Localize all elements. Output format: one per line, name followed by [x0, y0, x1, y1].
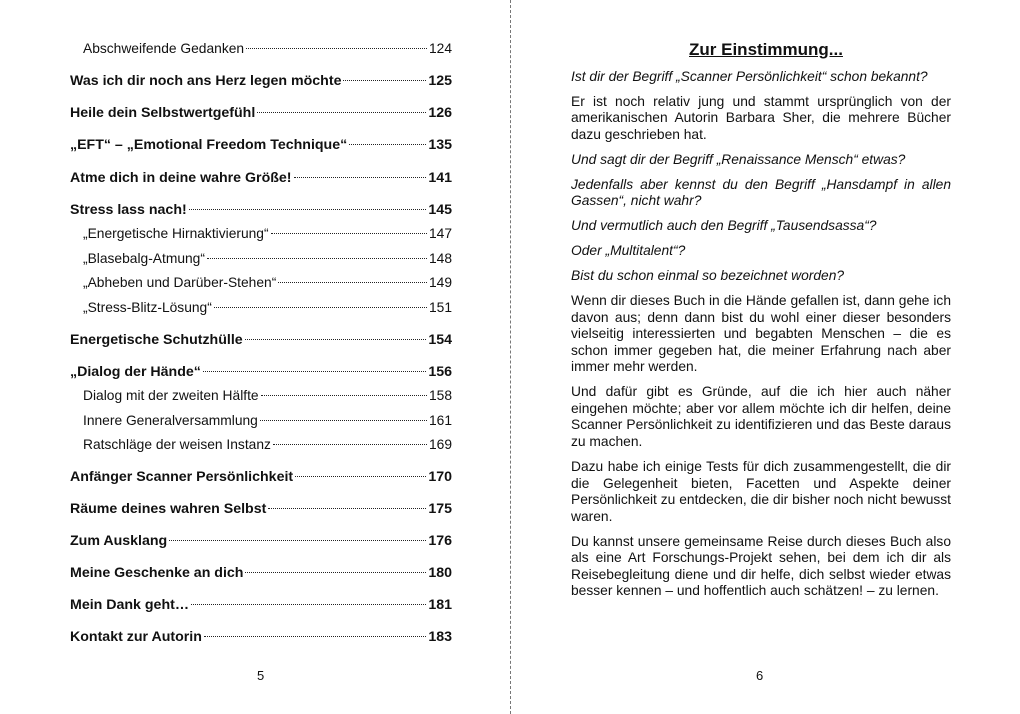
toc-leader-dots: [245, 339, 427, 340]
toc-leader-dots: [257, 112, 426, 113]
paragraph: Und dafür gibt es Gründe, auf die ich hier auch näher eingehen möchte; aber vor allem möchte ich dir helfen, deine Scanner Persönlichkeit zu identifizieren und das Beste daraus zu machen.: [571, 384, 951, 450]
toc-entry-title: Meine Geschenke an dich: [70, 565, 244, 581]
paragraph: Du kannst unsere gemeinsame Reise durch dieses Buch also als eine Art Forschungs-Projekt sehen, bei dem ich dir als Reisebegleitung diene und dir helfe, dich selbst wieder etwas besser kennen – und hoffentlich auch schätzen! – zu lernen.: [571, 533, 951, 599]
toc-leader-dots: [191, 604, 426, 605]
toc-entry-title: „Abheben und Darüber-Stehen“: [83, 275, 277, 290]
toc-entry-page: 124: [428, 41, 452, 56]
paragraph: Er ist noch relativ jung und stammt ursprünglich von der amerikanischen Autorin Barbara Sher, die mehrere Bücher dazu geschrieben hat.: [571, 93, 951, 143]
toc-entry-title: Energetische Schutzhülle: [70, 332, 243, 348]
toc-entry: [70, 532, 452, 550]
toc-entry: [70, 225, 452, 243]
toc-leader-dots: [349, 144, 426, 145]
toc-entry-title: „Energetische Hirnaktivierung“: [83, 226, 269, 241]
toc-leader-dots: [268, 508, 426, 509]
toc-leader-dots: [204, 636, 426, 637]
toc-entry-title: „EFT“ – „Emotional Freedom Technique“: [70, 137, 348, 153]
toc-entry-page: 145: [428, 202, 452, 218]
toc-entry-page: 175: [428, 501, 452, 517]
toc-entry-page: 147: [428, 226, 452, 241]
paragraph: Ist dir der Begriff „Scanner Persönlichkeit“ schon bekannt?: [571, 69, 928, 84]
toc-entry: [70, 363, 452, 381]
toc-entry-title: Ratschläge der weisen Instanz: [83, 437, 271, 452]
toc-leader-dots: [295, 476, 426, 477]
toc-entry-page: 181: [428, 597, 452, 613]
toc-leader-dots: [343, 80, 426, 81]
toc-leader-dots: [271, 233, 427, 234]
toc-entry-page: 170: [428, 469, 452, 485]
toc-leader-dots: [260, 420, 427, 421]
toc-entry-title: Was ich dir noch ans Herz legen möchte: [70, 73, 342, 89]
paragraph: Und sagt dir der Begriff „Renaissance Mensch“ etwas?: [571, 151, 906, 167]
paragraph: Dazu habe ich einige Tests für dich zusammengestellt, die dir die Gelegenheit bieten, Facetten und Aspekte deiner Persönlichkeit zu entdecken, die dir bisher noch nicht bewusst waren.: [571, 458, 951, 524]
toc-entry-page: 180: [428, 565, 452, 581]
toc-entry-title: „Blasebalg-Atmung“: [83, 251, 205, 266]
toc-entry-title: Anfänger Scanner Persönlichkeit: [70, 469, 294, 485]
toc-entry-page: 183: [428, 629, 452, 645]
toc-entry-title: Innere Generalversammlung: [83, 413, 258, 428]
toc-entry-title: Mein Dank geht…: [70, 597, 190, 613]
paragraph: Wenn dir dieses Buch in die Hände gefallen ist, dann gehe ich davon aus; denn dann bist du wohl einer dieser besonders vielseitig interessierten und begabten Menschen – die es schon immer gegeben hat, die meiner Erfahrung nach aber immer mehr werden.: [571, 293, 951, 375]
page-number-left: 5: [257, 668, 265, 683]
toc-entry-title: Zum Ausklang: [70, 533, 168, 549]
toc-leader-dots: [189, 209, 427, 210]
toc-entry: [70, 250, 452, 268]
toc-entry: [70, 331, 452, 349]
toc-entry: [70, 628, 452, 646]
toc-entry-title: Atme dich in deine wahre Größe!: [70, 170, 292, 186]
toc-entry: [70, 201, 452, 219]
toc-leader-dots: [245, 572, 426, 573]
toc-leader-dots: [261, 395, 427, 396]
toc-leader-dots: [246, 48, 427, 49]
right-page: [512, 0, 1020, 714]
chapter-title: Zur Einstimmung...: [689, 40, 843, 59]
toc-entry-page: 158: [428, 388, 452, 403]
page-number-right: 6: [756, 668, 764, 683]
toc-entry-page: 126: [428, 105, 452, 121]
paragraph: Oder „Multitalent“?: [571, 243, 686, 259]
toc-entry-title: Dialog mit der zweiten Hälfte: [83, 388, 259, 403]
paragraph: Jedenfalls aber kennst du den Begriff „Hansdampf in allen Gassen“, nicht wahr?: [571, 176, 951, 209]
toc-entry: [70, 136, 452, 154]
toc-entry: [70, 387, 452, 405]
toc-entry: [70, 169, 452, 187]
toc-entry-title: Stress lass nach!: [70, 202, 187, 218]
toc-entry-page: 161: [428, 413, 452, 428]
paragraph: Und vermutlich auch den Begriff „Tausendsassa“?: [571, 218, 877, 234]
toc-entry: [70, 299, 452, 317]
toc-entry-page: 141: [428, 170, 452, 186]
toc-entry-title: Kontakt zur Autorin: [70, 629, 202, 645]
toc-leader-dots: [169, 540, 426, 541]
toc-entry-title: „Stress-Blitz-Lösung“: [83, 300, 212, 315]
toc-entry: [70, 436, 452, 454]
toc-entry-page: 125: [428, 73, 452, 89]
toc-entry: [70, 40, 452, 58]
toc-entry-page: 149: [428, 275, 452, 290]
toc-entry: [70, 72, 452, 90]
toc-leader-dots: [273, 444, 427, 445]
toc-entry-page: 154: [428, 332, 452, 348]
toc-entry-title: Abschweifende Gedanken: [83, 41, 245, 56]
toc-entry-title: Räume deines wahren Selbst: [70, 501, 267, 517]
toc-entry-title: „Dialog der Hände“: [70, 364, 201, 380]
toc-entry-page: 151: [428, 300, 452, 315]
toc-entry-page: 176: [428, 533, 452, 549]
toc-entry-page: 156: [428, 364, 452, 380]
toc-leader-dots: [294, 177, 427, 178]
toc-entry: [70, 412, 452, 430]
toc-entry: [70, 104, 452, 122]
toc-entry-title: Heile dein Selbstwertgefühl: [70, 105, 256, 121]
toc-entry-page: 148: [428, 251, 452, 266]
toc-entry-page: 135: [428, 137, 452, 153]
toc-entry: [70, 274, 452, 292]
toc-entry: [70, 564, 452, 582]
toc-entry: [70, 500, 452, 518]
chapter-body: [571, 69, 951, 608]
toc-entry: [70, 468, 452, 486]
page-divider: [510, 0, 511, 714]
toc-leader-dots: [207, 258, 427, 259]
toc-leader-dots: [214, 307, 427, 308]
toc-leader-dots: [203, 371, 426, 372]
toc-entry: [70, 596, 452, 614]
toc-leader-dots: [278, 282, 427, 283]
toc-entry-page: 169: [428, 437, 452, 452]
paragraph: Bist du schon einmal so bezeichnet worden?: [571, 268, 845, 284]
